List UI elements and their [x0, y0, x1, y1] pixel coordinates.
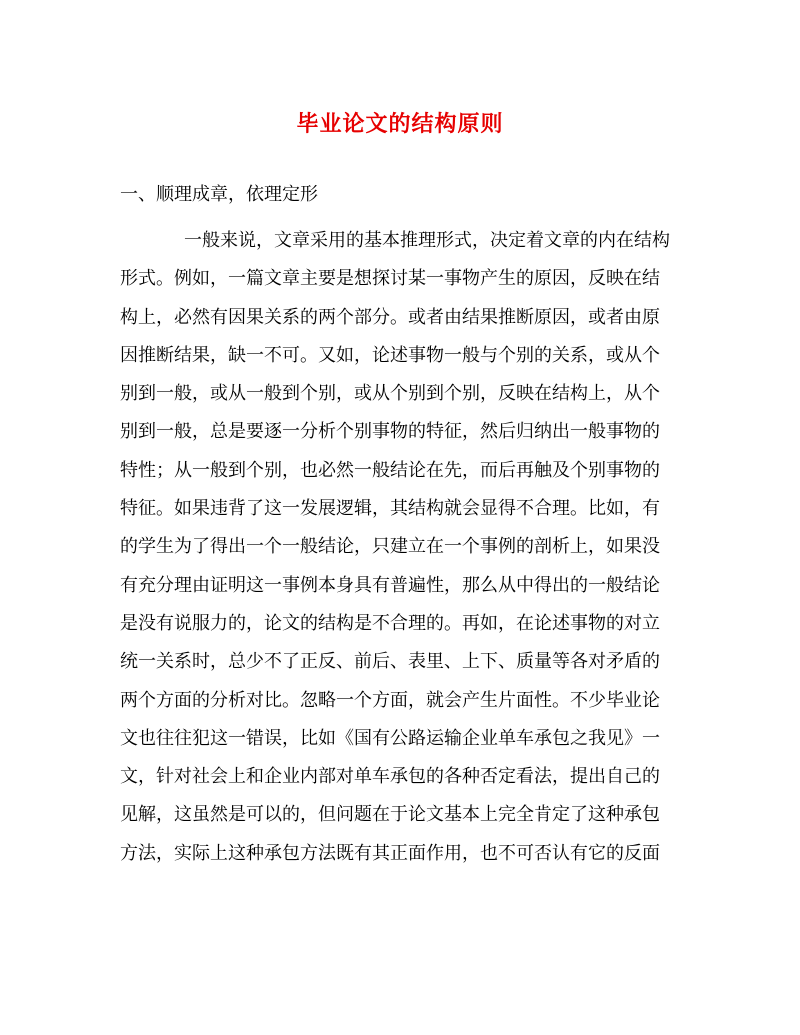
paragraph-line: 两个方面的分析对比。忽略一个方面，就会产生片面性。不少毕业论 [120, 689, 660, 711]
paragraph-line: 是没有说服力的，论文的结构是不合理的。再如，在论述事物的对立 [120, 612, 660, 634]
paragraph-line: 文，针对社会上和企业内部对单车承包的各种否定看法，提出自己的 [120, 766, 660, 788]
paragraph-line: 别到一般，或从一般到个别，或从个别到个别，反映在结构上，从个 [120, 383, 660, 405]
paragraph-line: 的学生为了得出一个一般结论，只建立在一个事例的剖析上，如果没 [120, 536, 660, 558]
paragraph-line: 方法，实际上这种承包方法既有其正面作用，也不可否认有它的反面 [120, 842, 660, 864]
paragraph-line: 文也往往犯这一错误，比如《国有公路运输企业单车承包之我见》一 [120, 727, 660, 749]
paragraph-line: 统一关系时，总少不了正反、前后、表里、上下、质量等各对矛盾的 [120, 651, 660, 673]
paragraph-line: 见解，这虽然是可以的，但问题在于论文基本上完全肯定了这种承包 [120, 804, 660, 826]
paragraph-line: 因推断结果，缺一不可。又如，论述事物一般与个别的关系，或从个 [120, 344, 660, 366]
paragraph-line: 特性；从一般到个别，也必然一般结论在先，而后再触及个别事物的 [120, 459, 660, 481]
paragraph-line: 有充分理由证明这一事例本身具有普遍性，那么从中得出的一般结论 [120, 574, 660, 596]
paragraph-line: 构上，必然有因果关系的两个部分。或者由结果推断原因，或者由原 [120, 306, 660, 328]
paragraph-line: 一般来说，文章采用的基本推理形式，决定着文章的内在结构 [184, 230, 670, 251]
paragraph-line: 别到一般，总是要逐一分析个别事物的特征，然后归纳出一般事物的 [120, 421, 660, 443]
paragraph-line: 特征。如果违背了这一发展逻辑，其结构就会显得不合理。比如，有 [120, 498, 660, 520]
document-title: 毕业论文的结构原则 [296, 111, 504, 137]
section-heading: 一、顺理成章，依理定形 [120, 184, 318, 205]
body-paragraph [120, 222, 680, 873]
paragraph-line: 形式。例如，一篇文章主要是想探讨某一事物产生的原因，反映在结 [120, 268, 660, 290]
